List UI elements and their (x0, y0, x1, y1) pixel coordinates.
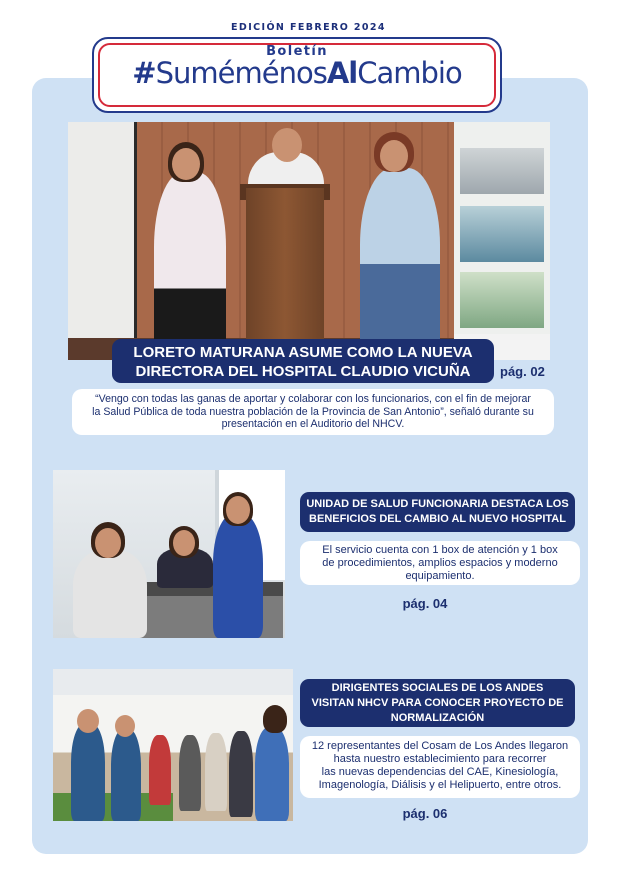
article-2-page[interactable]: pág. 04 (402, 596, 448, 611)
masthead-boletin: Boletín (266, 44, 328, 59)
photo-head-1 (77, 709, 99, 733)
hashtag-word-1: Suméménos (155, 56, 327, 90)
photo-person-4 (179, 735, 201, 811)
article-3-summary-line-2: hasta nuestro establecimiento para recorrer (333, 753, 547, 765)
article-1-summary-line-3: presentación en el Auditorio del NHCV. (221, 418, 405, 430)
article-3-headline-line-1: DIRIGENTES SOCIALES DE LOS ANDES (331, 682, 544, 694)
photo-room-1 (460, 206, 544, 262)
article-2-headline[interactable] (300, 492, 575, 532)
photo-person-standing (213, 514, 263, 638)
photo-building (460, 148, 544, 194)
article-3-summary (300, 736, 580, 798)
article-2-headline-line-1: UNIDAD DE SALUD FUNCIONARIA DESTACA LOS (306, 498, 569, 510)
photo-head-seated-left (95, 528, 121, 558)
article-2-summary-line-3: equipamiento. (405, 570, 475, 582)
article-1-summary-line-2: la Salud Pública de toda nuestra población de la Provincia de San Antonio”, señaló durante su (92, 405, 534, 418)
article-1-side-photo (454, 122, 550, 360)
article-3-page[interactable]: pág. 06 (402, 806, 448, 821)
photo-head-standing (226, 496, 250, 524)
article-3-headline-line-3: NORMALIZACIÓN (390, 712, 485, 724)
photo-head-left (172, 148, 200, 180)
photo-person-6 (229, 731, 253, 817)
masthead (92, 37, 502, 113)
photo-head-center (272, 128, 302, 162)
photo-person-left (154, 172, 226, 360)
article-3-summary-line-4: Imagenología, Diálisis y el Helipuerto, entre otros. (318, 779, 562, 791)
photo-person-2 (111, 729, 141, 821)
photo-person-right (360, 168, 440, 360)
photo-head-right (380, 140, 408, 172)
article-3-summary-line-3: las nuevas dependencias del CAE, Kinesiología, (321, 766, 559, 778)
article-2-summary-line-1: El servicio cuenta con 1 box de atención y 1 box (322, 544, 558, 556)
article-2-photo (53, 470, 285, 638)
photo-person-seated-left (73, 550, 147, 638)
masthead-hashtag (94, 56, 500, 90)
article-1-summary-line-1: “Vengo con todas las ganas de aportar y colaborar con los funcionarios, con el fin de mejorar (95, 393, 531, 405)
article-3-photo (53, 669, 293, 821)
article-2-summary (300, 541, 580, 585)
article-2-summary-line-2: de procedimientos, amplios espacios y moderno (322, 557, 558, 569)
photo-ceiling (53, 669, 293, 695)
article-3-summary-line-1: 12 representantes del Cosam de Los Andes llegaron (311, 740, 569, 752)
photo-room-2 (460, 272, 544, 328)
hashtag-word-2: Al (326, 56, 358, 90)
article-1-page[interactable]: pág. 02 (500, 364, 545, 379)
article-1-summary (72, 389, 554, 435)
photo-screen (68, 122, 137, 360)
photo-person-1 (71, 723, 105, 821)
article-3-headline-line-2: VISITAN NHCV PARA CONOCER PROYECTO DE (311, 697, 564, 709)
photo-person-7 (255, 727, 289, 821)
hashtag-word-3: Cambio (357, 56, 462, 90)
photo-person-5 (205, 733, 227, 811)
article-3-headline[interactable] (300, 679, 575, 727)
article-1-headline-line-1: LORETO MATURANA ASUME COMO LA NUEVA (133, 344, 473, 361)
edition-label: EDICIÓN FEBRERO 2024 (231, 22, 386, 33)
photo-podium (246, 188, 324, 360)
article-1-headline[interactable] (112, 339, 494, 383)
photo-hair-7 (263, 705, 287, 733)
article-2-headline-line-2: BENEFICIOS DEL CAMBIO AL NUEVO HOSPITAL (309, 513, 566, 525)
photo-person-3 (149, 735, 171, 805)
hashtag-symbol: # (132, 56, 156, 90)
photo-head-seated-right (173, 530, 195, 556)
article-1-headline-line-2: DIRECTORA DEL HOSPITAL CLAUDIO VICUÑA (135, 363, 471, 380)
article-1-photo (68, 122, 454, 360)
photo-head-2 (115, 715, 135, 737)
